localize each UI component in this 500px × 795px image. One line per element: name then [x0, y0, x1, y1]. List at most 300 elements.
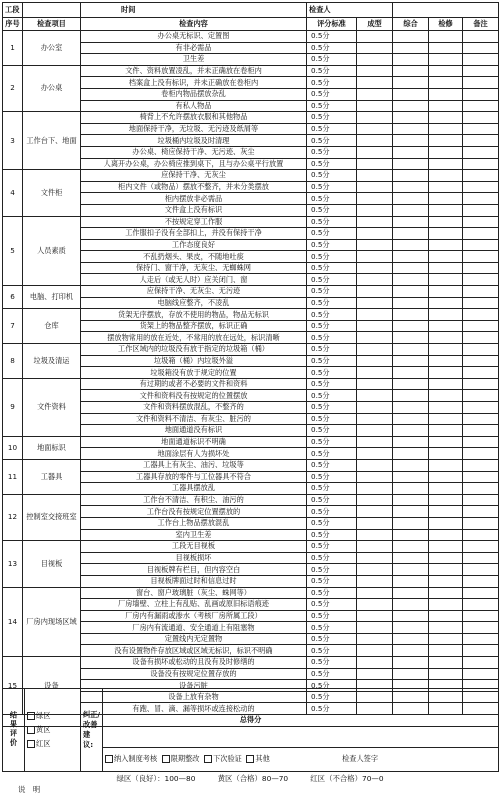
score-standard: 0.5分 [307, 575, 357, 587]
workshop-field[interactable] [23, 3, 81, 18]
forming-cell[interactable] [357, 564, 393, 576]
remark-cell[interactable] [463, 297, 499, 309]
forming-cell[interactable] [357, 286, 393, 298]
general-cell[interactable] [393, 88, 429, 100]
remark-cell[interactable] [463, 158, 499, 170]
col-remark: 备注 [463, 18, 499, 31]
general-cell[interactable] [393, 436, 429, 448]
general-cell[interactable] [393, 320, 429, 332]
general-cell[interactable] [393, 135, 429, 147]
forming-cell[interactable] [357, 170, 393, 182]
general-cell[interactable] [393, 564, 429, 576]
remark-cell[interactable] [463, 448, 499, 460]
general-cell[interactable] [393, 332, 429, 344]
table-row [3, 112, 499, 124]
col-general: 综合 [393, 18, 429, 31]
general-cell[interactable] [393, 251, 429, 263]
remark-cell[interactable] [463, 31, 499, 43]
general-cell[interactable] [393, 54, 429, 66]
check-content: 工器具存放的零件与工位器具不符合 [81, 471, 307, 483]
forming-cell[interactable] [357, 100, 393, 112]
remark-cell[interactable] [463, 483, 499, 495]
repair-cell[interactable] [429, 31, 463, 43]
table-row [3, 216, 499, 228]
check-content: 货架无序摆放，存放不使用的物品，物品无标识 [81, 309, 307, 321]
general-cell[interactable] [393, 483, 429, 495]
forming-cell[interactable] [357, 112, 393, 124]
inspection-table [2, 2, 499, 727]
remark-cell[interactable] [463, 402, 499, 414]
general-cell[interactable] [393, 448, 429, 460]
general-cell[interactable] [393, 262, 429, 274]
remark-cell[interactable] [463, 610, 499, 622]
forming-cell[interactable] [357, 320, 393, 332]
check-content: 工段无目视板 [81, 541, 307, 553]
remark-cell[interactable] [463, 309, 499, 321]
forming-cell[interactable] [357, 622, 393, 634]
group-item: 人员素质 [23, 216, 81, 286]
remark-cell[interactable] [463, 344, 499, 356]
inspector-field[interactable] [393, 3, 499, 18]
forming-cell[interactable] [357, 158, 393, 170]
remark-cell[interactable] [463, 529, 499, 541]
general-cell[interactable] [393, 204, 429, 216]
score-standard: 0.5分 [307, 610, 357, 622]
general-cell[interactable] [393, 378, 429, 390]
score-standard: 0.5分 [307, 506, 357, 518]
forming-cell[interactable] [357, 657, 393, 669]
forming-cell[interactable] [357, 54, 393, 66]
checkbox-icon [162, 755, 170, 763]
general-cell[interactable] [393, 100, 429, 112]
repair-cell[interactable] [429, 309, 463, 321]
check-content: 卫生差 [81, 54, 307, 66]
repair-cell[interactable] [429, 100, 463, 112]
general-cell[interactable] [393, 77, 429, 89]
remark-cell[interactable] [463, 100, 499, 112]
remark-cell[interactable] [463, 228, 499, 240]
general-cell[interactable] [393, 402, 429, 414]
repair-cell[interactable] [429, 123, 463, 135]
repair-cell[interactable] [429, 517, 463, 529]
forming-cell[interactable] [357, 146, 393, 158]
score-standard: 0.5分 [307, 494, 357, 506]
group-item: 电脑、打印机 [23, 286, 81, 309]
check-content: 厂房内有漏雨或渗水（考核厂房所属工段） [81, 610, 307, 622]
forming-cell[interactable] [357, 506, 393, 518]
repair-cell[interactable] [429, 193, 463, 205]
remark-cell[interactable] [463, 251, 499, 263]
repair-cell[interactable] [429, 599, 463, 611]
repair-cell[interactable] [429, 645, 463, 657]
remark-cell[interactable] [463, 622, 499, 634]
remark-cell[interactable] [463, 54, 499, 66]
check-content: 文件和资料摆放混乱，不整齐的 [81, 402, 307, 414]
remark-cell[interactable] [463, 65, 499, 77]
repair-cell[interactable] [429, 541, 463, 553]
inspection-sheet [2, 2, 498, 727]
repair-cell[interactable] [429, 471, 463, 483]
forming-cell[interactable] [357, 645, 393, 657]
general-cell[interactable] [393, 216, 429, 228]
remark-cell[interactable] [463, 123, 499, 135]
remark-cell[interactable] [463, 471, 499, 483]
forming-cell[interactable] [357, 390, 393, 402]
legend-text: 绿区（良好）：100—80 黄区（合格）80—70 红区（不合格）70—0 [116, 774, 384, 783]
score-standard: 0.5分 [307, 297, 357, 309]
remark-cell[interactable] [463, 599, 499, 611]
check-content: 文件、资料放置凌乱，并未正确放在卷柜内 [81, 65, 307, 77]
repair-cell[interactable] [429, 587, 463, 599]
check-content: 有过期的或者不必要的文件和资料 [81, 378, 307, 390]
repair-cell[interactable] [429, 668, 463, 680]
forming-cell[interactable] [357, 228, 393, 240]
general-cell[interactable] [393, 668, 429, 680]
check-content: 文件盒上没有标识 [81, 204, 307, 216]
chk-other[interactable]: 其他 [246, 754, 269, 763]
group-number: 2 [3, 65, 23, 111]
forming-cell[interactable] [357, 42, 393, 54]
opt-red[interactable]: 红区 [27, 737, 78, 751]
general-cell[interactable] [393, 309, 429, 321]
remark-cell[interactable] [463, 459, 499, 471]
remark-cell[interactable] [463, 146, 499, 158]
repair-cell[interactable] [429, 459, 463, 471]
remark-cell[interactable] [463, 657, 499, 669]
check-content: 厂房墙壁、立柱上有乱贴、乱画或原旧标语痕迹 [81, 599, 307, 611]
score-standard: 0.5分 [307, 320, 357, 332]
col-content: 检查内容 [81, 18, 307, 31]
forming-cell[interactable] [357, 459, 393, 471]
forming-cell[interactable] [357, 239, 393, 251]
general-cell[interactable] [393, 344, 429, 356]
general-cell[interactable] [393, 158, 429, 170]
repair-cell[interactable] [429, 332, 463, 344]
repair-cell[interactable] [429, 204, 463, 216]
forming-cell[interactable] [357, 65, 393, 77]
repair-cell[interactable] [429, 425, 463, 437]
forming-cell[interactable] [357, 204, 393, 216]
general-cell[interactable] [393, 390, 429, 402]
time-cell[interactable] [81, 3, 307, 18]
group-item: 文件资料 [23, 378, 81, 436]
check-content: 办公桌、椅应保持干净、无污迹、灰尘 [81, 146, 307, 158]
remark-cell[interactable] [463, 506, 499, 518]
forming-cell[interactable] [357, 77, 393, 89]
remark-cell[interactable] [463, 378, 499, 390]
forming-cell[interactable] [357, 135, 393, 147]
check-content: 工作台不清洁、有积尘、油污的 [81, 494, 307, 506]
remark-cell[interactable] [463, 239, 499, 251]
general-cell[interactable] [393, 355, 429, 367]
check-content: 地面通道没有标识 [81, 425, 307, 437]
group-number: 11 [3, 459, 23, 494]
repair-cell[interactable] [429, 436, 463, 448]
score-standard: 0.5分 [307, 378, 357, 390]
general-cell[interactable] [393, 367, 429, 379]
forming-cell[interactable] [357, 355, 393, 367]
repair-cell[interactable] [429, 42, 463, 54]
general-cell[interactable] [393, 146, 429, 158]
group-number: 6 [3, 286, 23, 309]
check-content: 设备污脏 [81, 680, 307, 692]
repair-cell[interactable] [429, 483, 463, 495]
check-content: 不按规定穿工作服 [81, 216, 307, 228]
remark-cell[interactable] [463, 42, 499, 54]
forming-cell[interactable] [357, 494, 393, 506]
remark-cell[interactable] [463, 633, 499, 645]
repair-cell[interactable] [429, 112, 463, 124]
repair-cell[interactable] [429, 262, 463, 274]
general-cell[interactable] [393, 228, 429, 240]
forming-cell[interactable] [357, 332, 393, 344]
repair-cell[interactable] [429, 610, 463, 622]
remark-cell[interactable] [463, 77, 499, 89]
general-cell[interactable] [393, 286, 429, 298]
repair-cell[interactable] [429, 633, 463, 645]
remark-cell[interactable] [463, 552, 499, 564]
repair-cell[interactable] [429, 135, 463, 147]
repair-cell[interactable] [429, 216, 463, 228]
general-cell[interactable] [393, 31, 429, 43]
checkbox-icon [204, 755, 212, 763]
general-cell[interactable] [393, 517, 429, 529]
remark-cell[interactable] [463, 204, 499, 216]
score-standard: 0.5分 [307, 691, 357, 703]
forming-cell[interactable] [357, 344, 393, 356]
table-row [3, 309, 499, 321]
remark-cell[interactable] [463, 88, 499, 100]
score-standard: 0.5分 [307, 552, 357, 564]
repair-cell[interactable] [429, 158, 463, 170]
remark-cell[interactable] [463, 170, 499, 182]
remark-cell[interactable] [463, 413, 499, 425]
remark-cell[interactable] [463, 135, 499, 147]
forming-cell[interactable] [357, 575, 393, 587]
check-content: 窗台、窗户玻璃脏（灰尘、蛛网等） [81, 587, 307, 599]
rectify-field[interactable] [103, 689, 499, 748]
general-cell[interactable] [393, 610, 429, 622]
general-cell[interactable] [393, 181, 429, 193]
group-number: 12 [3, 494, 23, 540]
repair-cell[interactable] [429, 146, 463, 158]
forming-cell[interactable] [357, 123, 393, 135]
forming-cell[interactable] [357, 436, 393, 448]
general-cell[interactable] [393, 541, 429, 553]
forming-cell[interactable] [357, 216, 393, 228]
col-repair: 检修 [429, 18, 463, 31]
forming-cell[interactable] [357, 610, 393, 622]
forming-cell[interactable] [357, 88, 393, 100]
repair-cell[interactable] [429, 355, 463, 367]
repair-cell[interactable] [429, 402, 463, 414]
repair-cell[interactable] [429, 65, 463, 77]
remark-cell[interactable] [463, 367, 499, 379]
score-standard: 0.5分 [307, 680, 357, 692]
repair-cell[interactable] [429, 413, 463, 425]
score-standard: 0.5分 [307, 622, 357, 634]
repair-cell[interactable] [429, 228, 463, 240]
table-row [3, 65, 499, 77]
forming-cell[interactable] [357, 587, 393, 599]
repair-cell[interactable] [429, 54, 463, 66]
chk-verify[interactable]: 下次验证 [204, 754, 242, 763]
repair-cell[interactable] [429, 367, 463, 379]
forming-cell[interactable] [357, 552, 393, 564]
opt-green[interactable]: 绿区 [27, 709, 78, 723]
forming-cell[interactable] [357, 297, 393, 309]
forming-cell[interactable] [357, 425, 393, 437]
general-cell[interactable] [393, 170, 429, 182]
forming-cell[interactable] [357, 251, 393, 263]
forming-cell[interactable] [357, 378, 393, 390]
remark-cell[interactable] [463, 564, 499, 576]
inspector-label: 检查人 [307, 3, 393, 18]
opt-yellow[interactable]: 黄区 [27, 723, 78, 737]
group-number: 15 [3, 657, 23, 715]
repair-cell[interactable] [429, 390, 463, 402]
check-content: 有跑、冒、滴、漏等损坏或连接松动的 [81, 703, 307, 715]
remark-cell[interactable] [463, 425, 499, 437]
forming-cell[interactable] [357, 483, 393, 495]
remark-cell[interactable] [463, 112, 499, 124]
score-standard: 0.5分 [307, 274, 357, 286]
repair-cell[interactable] [429, 657, 463, 669]
general-cell[interactable] [393, 42, 429, 54]
general-cell[interactable] [393, 471, 429, 483]
remark-cell[interactable] [463, 390, 499, 402]
check-content: 人走后（或无人时）应关闭门、窗 [81, 274, 307, 286]
group-number: 14 [3, 587, 23, 657]
repair-cell[interactable] [429, 378, 463, 390]
remark-cell[interactable] [463, 216, 499, 228]
remark-cell[interactable] [463, 517, 499, 529]
remark-cell[interactable] [463, 193, 499, 205]
forming-cell[interactable] [357, 668, 393, 680]
repair-cell[interactable] [429, 622, 463, 634]
general-cell[interactable] [393, 494, 429, 506]
repair-cell[interactable] [429, 494, 463, 506]
forming-cell[interactable] [357, 471, 393, 483]
general-cell[interactable] [393, 123, 429, 135]
forming-cell[interactable] [357, 633, 393, 645]
repair-cell[interactable] [429, 506, 463, 518]
repair-cell[interactable] [429, 448, 463, 460]
forming-cell[interactable] [357, 274, 393, 286]
check-content: 文件和资料没有按规定的位置摆放 [81, 390, 307, 402]
general-cell[interactable] [393, 645, 429, 657]
general-cell[interactable] [393, 587, 429, 599]
remark-cell[interactable] [463, 541, 499, 553]
remark-cell[interactable] [463, 274, 499, 286]
remark-cell[interactable] [463, 181, 499, 193]
forming-cell[interactable] [357, 31, 393, 43]
score-standard: 0.5分 [307, 239, 357, 251]
forming-cell[interactable] [357, 448, 393, 460]
general-cell[interactable] [393, 65, 429, 77]
score-standard: 0.5分 [307, 100, 357, 112]
forming-cell[interactable] [357, 402, 393, 414]
repair-cell[interactable] [429, 77, 463, 89]
repair-cell[interactable] [429, 181, 463, 193]
remark-cell[interactable] [463, 494, 499, 506]
repair-cell[interactable] [429, 564, 463, 576]
general-cell[interactable] [393, 425, 429, 437]
remark-cell[interactable] [463, 320, 499, 332]
remark-cell[interactable] [463, 575, 499, 587]
general-cell[interactable] [393, 622, 429, 634]
remark-cell[interactable] [463, 355, 499, 367]
general-cell[interactable] [393, 657, 429, 669]
chk-deadline[interactable]: 限期整改 [162, 754, 200, 763]
score-standard: 0.5分 [307, 471, 357, 483]
remark-cell[interactable] [463, 332, 499, 344]
score-standard: 0.5分 [307, 355, 357, 367]
general-cell[interactable] [393, 575, 429, 587]
check-content: 柜内文件（或物品）摆放不整齐，并未分类摆放 [81, 181, 307, 193]
general-cell[interactable] [393, 112, 429, 124]
remark-cell[interactable] [463, 668, 499, 680]
forming-cell[interactable] [357, 541, 393, 553]
repair-cell[interactable] [429, 320, 463, 332]
general-cell[interactable] [393, 459, 429, 471]
general-cell[interactable] [393, 274, 429, 286]
forming-cell[interactable] [357, 413, 393, 425]
forming-cell[interactable] [357, 599, 393, 611]
general-cell[interactable] [393, 506, 429, 518]
group-item: 文件柜 [23, 170, 81, 216]
remark-cell[interactable] [463, 587, 499, 599]
repair-cell[interactable] [429, 297, 463, 309]
score-standard: 0.5分 [307, 77, 357, 89]
chk-system[interactable]: 纳入制度考核 [105, 754, 157, 763]
forming-cell[interactable] [357, 517, 393, 529]
check-content: 地面通道标识不明确 [81, 436, 307, 448]
repair-cell[interactable] [429, 344, 463, 356]
remark-cell[interactable] [463, 645, 499, 657]
remark-cell[interactable] [463, 262, 499, 274]
general-cell[interactable] [393, 239, 429, 251]
general-cell[interactable] [393, 529, 429, 541]
repair-cell[interactable] [429, 239, 463, 251]
remark-cell[interactable] [463, 286, 499, 298]
repair-cell[interactable] [429, 170, 463, 182]
general-cell[interactable] [393, 413, 429, 425]
general-cell[interactable] [393, 297, 429, 309]
score-standard: 0.5分 [307, 135, 357, 147]
general-cell[interactable] [393, 552, 429, 564]
repair-cell[interactable] [429, 575, 463, 587]
repair-cell[interactable] [429, 529, 463, 541]
repair-cell[interactable] [429, 274, 463, 286]
repair-cell[interactable] [429, 251, 463, 263]
general-cell[interactable] [393, 599, 429, 611]
repair-cell[interactable] [429, 286, 463, 298]
forming-cell[interactable] [357, 262, 393, 274]
check-content: 工作台没有按规定位置摆放的 [81, 506, 307, 518]
forming-cell[interactable] [357, 309, 393, 321]
forming-cell[interactable] [357, 529, 393, 541]
forming-cell[interactable] [357, 367, 393, 379]
remark-cell[interactable] [463, 436, 499, 448]
repair-cell[interactable] [429, 88, 463, 100]
general-cell[interactable] [393, 633, 429, 645]
general-cell[interactable] [393, 193, 429, 205]
forming-cell[interactable] [357, 193, 393, 205]
forming-cell[interactable] [357, 181, 393, 193]
check-content: 工器具上有灰尘、油污、垃圾等 [81, 459, 307, 471]
repair-cell[interactable] [429, 552, 463, 564]
